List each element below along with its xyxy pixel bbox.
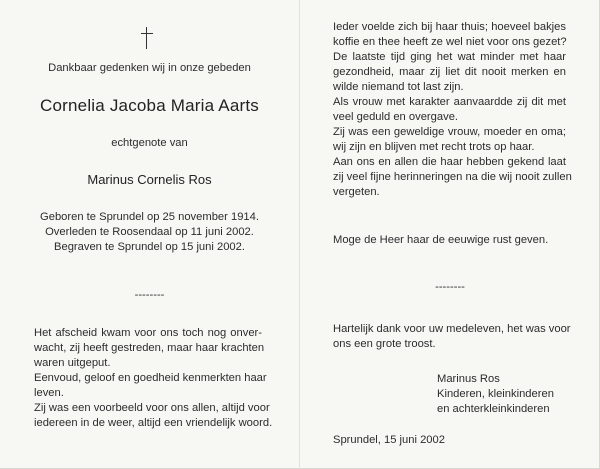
text-line: Aan ons en allen die haar hebben gekend laat	[333, 156, 566, 168]
right-paragraph	[333, 20, 572, 200]
signatures	[437, 372, 554, 417]
text-line: iedereen in de weer, altijd een vriendelijk woord.	[34, 417, 273, 429]
separator: --------	[134, 289, 165, 301]
text-line: zij veel fijne herinneringen na die wij nooit zullen	[333, 171, 572, 183]
burial-date: Begraven te Sprundel op 15 juni 2002.	[54, 241, 245, 253]
text-line: Als vrouw met karakter aanvaardde zij dit met	[333, 96, 566, 108]
signature-line: Kinderen, kleinkinderen	[437, 388, 554, 400]
text-line: Het afscheid kwam voor ons toch nog onver-	[34, 327, 262, 339]
text-line: wij zijn en blijven met recht trots op haar.	[333, 141, 535, 153]
text-line: Ieder voelde zich bij haar thuis; hoeveel bakjes	[333, 21, 566, 33]
signature-line: Marinus Ros	[437, 373, 500, 385]
intro-text: Dankbaar gedenken wij in onze gebeden	[48, 62, 251, 74]
text-line: gezondheid, maar zij liet dit nooit merken en	[333, 66, 566, 78]
text-line: Zij was een geweldige vrouw, moeder en oma;	[333, 126, 566, 138]
signature-line: en achterkleinkinderen	[437, 403, 550, 415]
spouse-label: echtgenote van	[111, 137, 188, 149]
thanks-paragraph	[333, 322, 571, 352]
deceased-name: Cornelia Jacoba Maria Aarts	[40, 96, 259, 115]
left-page	[0, 0, 299, 469]
text-line: koffie en thee heeft ze wel niet voor ons gezet?	[333, 36, 567, 48]
text-line: vergeten.	[333, 186, 380, 198]
text-line: De laatste tijd ging het wat minder met haar	[333, 51, 566, 63]
spouse-name: Marinus Cornelis Ros	[87, 172, 212, 187]
text-line: wacht, zij heeft gestreden, maar haar krachten	[34, 342, 265, 354]
cross-icon	[141, 27, 153, 49]
text-line: veel geduld en overgave.	[333, 111, 459, 123]
prayer-text: Moge de Heer haar de eeuwige rust geven.	[333, 234, 549, 246]
text-line: waren uitgeput.	[34, 357, 111, 369]
left-paragraph	[34, 326, 273, 431]
text-line: Zij was een voorbeeld voor ons allen, altijd voor	[34, 402, 270, 414]
text-line: Eenvoud, geloof en goedheid kenmerkten haar	[34, 372, 267, 384]
place-date: Sprundel, 15 juni 2002	[333, 434, 445, 446]
text-line: wilde niemand tot last zijn.	[333, 81, 464, 93]
text-line: Hartelijk dank voor uw medeleven, het was voor	[333, 323, 571, 335]
separator: --------	[435, 281, 465, 293]
death-date: Overleden te Roosendaal op 11 juni 2002.	[45, 226, 254, 238]
text-line: ons een grote troost.	[333, 338, 436, 350]
birth-date: Geboren te Sprundel op 25 november 1914.	[40, 211, 259, 223]
text-line: leven.	[34, 387, 64, 399]
right-page	[300, 0, 600, 469]
